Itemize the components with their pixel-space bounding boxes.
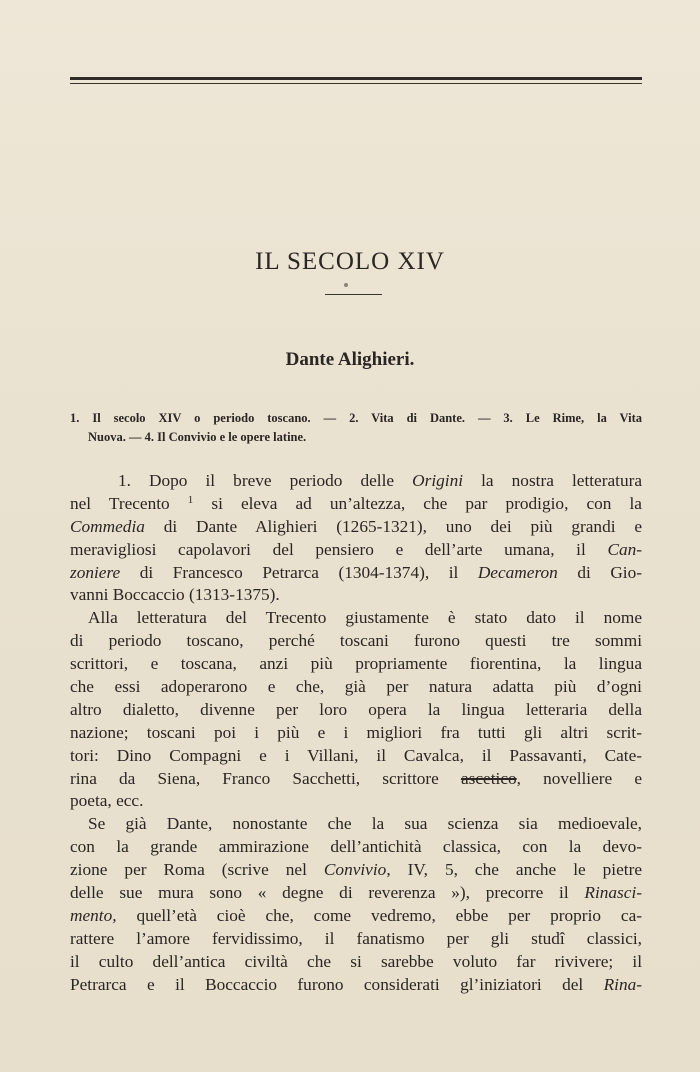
text-line: zione per Roma (scrive nel Convivio, IV, 5, che anche le pietre bbox=[70, 860, 642, 880]
ornament-dot bbox=[344, 283, 348, 287]
text-line: Alla letteratura del Trecento giustamente è stato dato il nome bbox=[88, 608, 642, 628]
text-line: 1. Dopo il breve periodo delle Origini la nostra letteratura bbox=[118, 471, 642, 490]
text-line: Commedia di Dante Alighieri (1265-1321), uno dei più grandi e bbox=[70, 516, 642, 536]
header-rule-thin bbox=[70, 83, 642, 84]
text-line: nazione; toscani poi i più e i migliori fra tutti gli altri scrit- bbox=[70, 722, 642, 742]
text-line: che essi adoperarono e che, già per natura adatta più d’ogni bbox=[70, 677, 642, 697]
title-rule bbox=[325, 294, 382, 295]
text-line: tori: Dino Compagni e i Villani, il Cavalca, il Passavanti, Cate- bbox=[70, 745, 642, 765]
section-subtitle: Dante Alighieri. bbox=[285, 349, 415, 370]
text-line: poeta, ecc. bbox=[70, 791, 144, 811]
summary-line: 1. Il secolo XIV o periodo toscano. — 2. Vita di Dante. — 3. Le Rime, la Vita bbox=[70, 411, 642, 425]
text-line: mento, quell’età cioè che, come vedremo, ebbe per proprio ca- bbox=[70, 905, 642, 925]
text-line: zoniere di Francesco Petrarca (1304-1374), il Decameron di Gio- bbox=[70, 562, 642, 582]
footnote-ref: 1 bbox=[187, 493, 194, 506]
text-line: con la grande ammirazione dell’antichità classica, con la devo- bbox=[70, 837, 642, 857]
chapter-title: IL SECOLO XIV bbox=[255, 248, 445, 275]
body-text bbox=[70, 470, 642, 996]
text-line: di periodo toscano, perché toscani furono questi tre sommi bbox=[70, 631, 642, 651]
struck-word: ascetico bbox=[460, 768, 517, 788]
summary-line: Nuova. — 4. Il Convivio e le opere latine. bbox=[88, 430, 307, 444]
text-line: rattere l’amore fervidissimo, il fanatismo per gli studî classici, bbox=[70, 928, 642, 948]
text-line: Petrarca e il Boccaccio furono considerati gl’iniziatori del Rina- bbox=[70, 974, 642, 994]
header-rule-thick bbox=[70, 77, 642, 80]
text-line: scrittori, e toscana, anzi più propriamente fiorentina, la lingua bbox=[70, 654, 642, 674]
text-line: meravigliosi capolavori del pensiero e dell’arte umana, il Can- bbox=[70, 539, 642, 559]
text-line: altro dialetto, divenne per loro opera la lingua letteraria della bbox=[70, 699, 642, 719]
section-summary bbox=[70, 409, 642, 447]
text-line: nel Trecento $^1$ si eleva ad un’altezza, che par prodigio, con la bbox=[70, 493, 642, 513]
text-line: delle sue mura sono « degne di reverenza »), precorre il Rinasci- bbox=[70, 883, 642, 903]
text-line: Se già Dante, nonostante che la sua scienza sia medioevale, bbox=[88, 814, 642, 834]
text-line: il culto dell’antica civiltà che si sarebbe voluto far rivivere; il bbox=[70, 951, 642, 971]
text-line: vanni Boccaccio (1313-1375). bbox=[70, 585, 280, 605]
text-line: rina da Siena, Franco Sacchetti, scrittore ascetico, novelliere e bbox=[70, 768, 642, 788]
